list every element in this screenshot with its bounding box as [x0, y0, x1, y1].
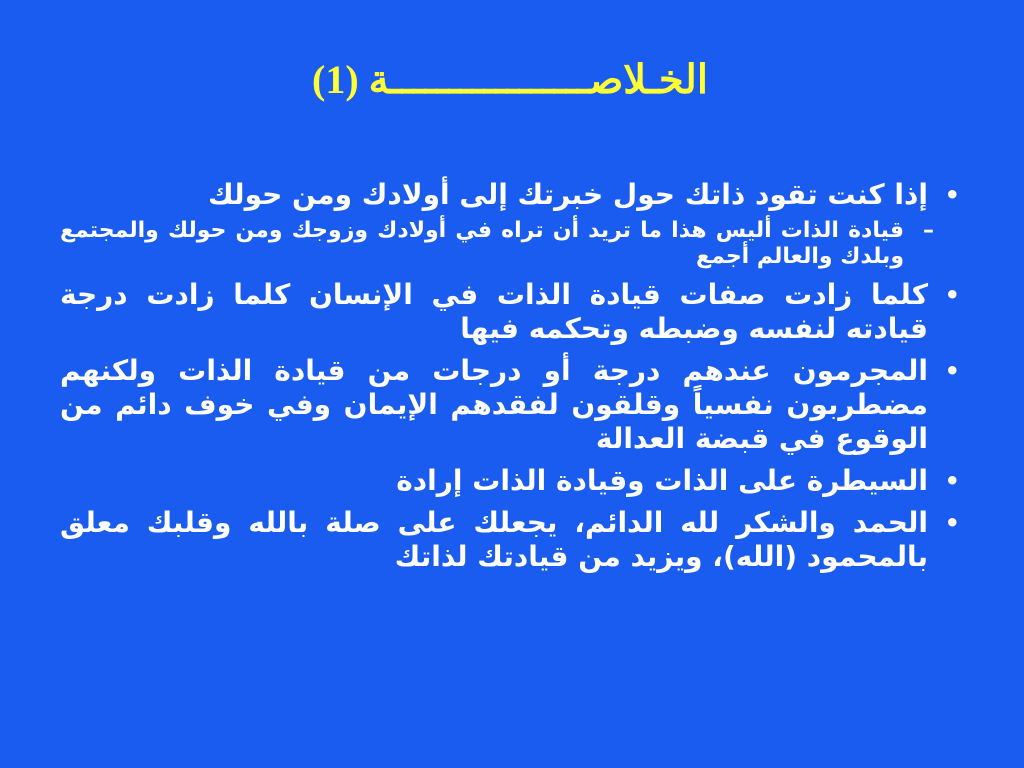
sub-bullet-text: قيادة الذات أليس هذا ما تريد أن تراه في أولادك وزوجك ومن حولك والمجتمع وبلدك والعالم أجمع: [60, 218, 904, 269]
bullet-marker: •: [944, 181, 960, 209]
slide-title: الخـلاصـــــــــــــــــة (1): [312, 57, 708, 102]
bullet-text: الحمد والشكر لله الدائم، يجعلك على صلة بالله وقلبك معلق بالمحمود (الله)، ويزيد من قيادتك لذاتك: [60, 506, 928, 573]
sub-bullet-item-1: [60, 218, 964, 270]
bullet-text: السيطرة على الذات وقيادة الذات إرادة: [396, 464, 928, 497]
bullet-marker: •: [944, 467, 960, 495]
bullet-marker: •: [944, 357, 960, 385]
bullet-item-1: [60, 178, 964, 212]
bullet-text: كلما زادت صفات قيادة الذات في الإنسان كلما زادت درجة قيادته لنفسه وضبطه وتحكمه فيها: [60, 278, 928, 345]
bullet-item-2: [60, 278, 964, 346]
sub-bullet-marker: –: [923, 218, 934, 243]
bullet-item-4: [60, 464, 964, 498]
bullet-marker: •: [944, 281, 960, 309]
bullet-text: المجرمون عندهم درجة أو درجات من قيادة الذات ولكنهم مضطربون نفسياً وقلقون لفقدهم الإيمان وفي خوف دائم من الوقوع في قبضة العدالة: [60, 354, 928, 455]
bullet-list: [60, 178, 964, 582]
bullet-marker: •: [944, 509, 960, 537]
bullet-text: إذا كنت تقود ذاتك حول خبرتك إلى أولادك ومن حولك: [207, 178, 928, 211]
bullet-item-5: [60, 506, 964, 574]
bullet-item-3: [60, 354, 964, 456]
